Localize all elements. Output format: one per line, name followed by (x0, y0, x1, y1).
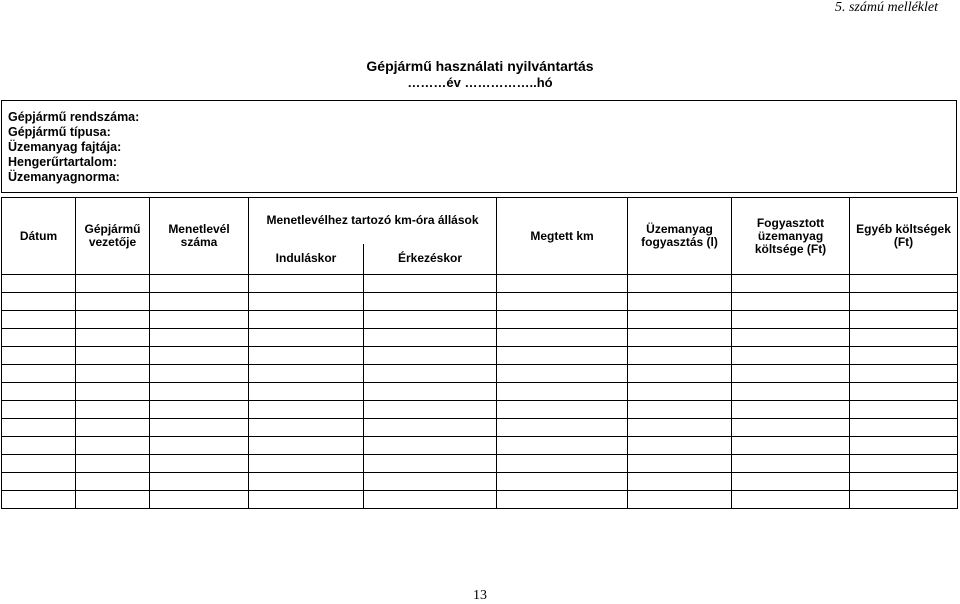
table-cell[interactable] (249, 329, 364, 347)
table-cell[interactable] (628, 437, 732, 455)
table-cell[interactable] (628, 401, 732, 419)
header-fuel-cost: Fogyasztott üzemanyag költsége (Ft) (732, 198, 850, 275)
table-cell[interactable] (850, 419, 958, 437)
table-row (2, 419, 958, 437)
header-fuel-consumption: Üzemanyag fogyasztás (l) (628, 198, 732, 275)
fuel-norm-label: Üzemanyagnorma: (8, 170, 120, 184)
table-cell[interactable] (628, 293, 732, 311)
table-cell[interactable] (732, 491, 850, 509)
table-cell[interactable] (732, 419, 850, 437)
table-cell[interactable] (732, 275, 850, 293)
table-cell[interactable] (76, 293, 150, 311)
table-cell[interactable] (850, 473, 958, 491)
table-cell[interactable] (150, 491, 249, 509)
table-cell[interactable] (76, 329, 150, 347)
table-cell[interactable] (364, 455, 497, 473)
table-cell[interactable] (76, 365, 150, 383)
table-cell[interactable] (628, 419, 732, 437)
table-cell[interactable] (628, 311, 732, 329)
table-cell[interactable] (850, 311, 958, 329)
header-km: Megtett km (497, 198, 628, 275)
table-cell[interactable] (76, 437, 150, 455)
table-cell[interactable] (2, 383, 76, 401)
table-cell[interactable] (364, 383, 497, 401)
table-cell[interactable] (76, 473, 150, 491)
table-cell[interactable] (850, 275, 958, 293)
table-cell[interactable] (497, 347, 628, 365)
table-cell[interactable] (628, 275, 732, 293)
table-cell[interactable] (249, 491, 364, 509)
header-driver: Gépjármű vezetője (76, 198, 150, 275)
table-cell[interactable] (150, 365, 249, 383)
table-cell[interactable] (364, 347, 497, 365)
table-cell[interactable] (732, 365, 850, 383)
table-row (2, 473, 958, 491)
period-line: ………év ……………..hó (407, 75, 553, 90)
usage-log-table (1, 197, 958, 509)
table-cell[interactable] (2, 311, 76, 329)
table-cell[interactable] (249, 437, 364, 455)
table-cell[interactable] (497, 473, 628, 491)
table-cell[interactable] (850, 347, 958, 365)
table-cell[interactable] (2, 365, 76, 383)
table-cell[interactable] (150, 383, 249, 401)
table-cell[interactable] (2, 293, 76, 311)
table-cell[interactable] (732, 383, 850, 401)
table-cell[interactable] (150, 347, 249, 365)
table-cell[interactable] (2, 347, 76, 365)
table-cell[interactable] (150, 473, 249, 491)
header-departure: Induláskor (249, 244, 364, 275)
table-cell[interactable] (364, 311, 497, 329)
header-waybill: Menetlevél száma (150, 198, 249, 275)
table-row (2, 437, 958, 455)
table-cell[interactable] (850, 401, 958, 419)
table-cell[interactable] (628, 347, 732, 365)
table-cell[interactable] (497, 383, 628, 401)
table-cell[interactable] (850, 455, 958, 473)
table-cell[interactable] (628, 455, 732, 473)
table-cell[interactable] (364, 275, 497, 293)
table-row (2, 293, 958, 311)
header-odometer-group: Menetlevélhez tartozó km-óra állások (249, 198, 497, 244)
table-cell[interactable] (2, 455, 76, 473)
table-cell[interactable] (2, 491, 76, 509)
table-cell[interactable] (150, 329, 249, 347)
table-cell[interactable] (364, 473, 497, 491)
table-cell[interactable] (76, 275, 150, 293)
table-cell[interactable] (249, 275, 364, 293)
table-cell[interactable] (850, 383, 958, 401)
table-row (2, 347, 958, 365)
table-cell[interactable] (2, 473, 76, 491)
table-cell[interactable] (76, 419, 150, 437)
table-cell[interactable] (497, 365, 628, 383)
table-cell[interactable] (2, 275, 76, 293)
table-cell[interactable] (850, 329, 958, 347)
table-cell[interactable] (364, 491, 497, 509)
header-date: Dátum (2, 198, 76, 275)
table-cell[interactable] (732, 347, 850, 365)
table-cell[interactable] (249, 347, 364, 365)
table-cell[interactable] (497, 329, 628, 347)
annex-label: 5. számú melléklet (834, 0, 938, 15)
table-cell[interactable] (150, 401, 249, 419)
table-cell[interactable] (497, 419, 628, 437)
table-cell[interactable] (249, 419, 364, 437)
table-cell[interactable] (497, 437, 628, 455)
vehicle-type-label: Gépjármű típusa: (8, 125, 111, 139)
table-cell[interactable] (628, 383, 732, 401)
table-row (2, 365, 958, 383)
table-cell[interactable] (497, 275, 628, 293)
table-cell[interactable] (150, 419, 249, 437)
table-cell[interactable] (497, 401, 628, 419)
table-cell[interactable] (76, 347, 150, 365)
table-cell[interactable] (249, 455, 364, 473)
table-cell[interactable] (364, 365, 497, 383)
table-cell[interactable] (850, 293, 958, 311)
table-cell[interactable] (628, 491, 732, 509)
table-row (2, 383, 958, 401)
table-cell[interactable] (850, 437, 958, 455)
header-other-cost: Egyéb költségek (Ft) (850, 198, 958, 275)
table-cell[interactable] (850, 491, 958, 509)
table-cell[interactable] (364, 419, 497, 437)
displacement-label: Hengerűrtartalom: (8, 155, 118, 169)
table-cell[interactable] (628, 365, 732, 383)
table-cell[interactable] (150, 437, 249, 455)
table-row (2, 455, 958, 473)
table-cell[interactable] (249, 365, 364, 383)
plate-label: Gépjármű rendszáma: (8, 110, 140, 124)
table-cell[interactable] (364, 329, 497, 347)
vehicle-info-box (1, 100, 957, 193)
table-row (2, 311, 958, 329)
table-cell[interactable] (364, 437, 497, 455)
table-cell[interactable] (76, 401, 150, 419)
table-cell[interactable] (732, 401, 850, 419)
table-cell[interactable] (850, 365, 958, 383)
table-cell[interactable] (497, 311, 628, 329)
table-cell[interactable] (2, 437, 76, 455)
table-cell[interactable] (732, 293, 850, 311)
table-cell[interactable] (249, 383, 364, 401)
table-cell[interactable] (732, 437, 850, 455)
table-cell[interactable] (364, 293, 497, 311)
table-row (2, 491, 958, 509)
table-cell[interactable] (628, 473, 732, 491)
table-row (2, 329, 958, 347)
page-number: 13 (473, 588, 487, 603)
table-cell[interactable] (364, 401, 497, 419)
table-cell[interactable] (76, 311, 150, 329)
table-cell[interactable] (497, 491, 628, 509)
table-cell[interactable] (732, 329, 850, 347)
table-cell[interactable] (249, 473, 364, 491)
table-cell[interactable] (76, 491, 150, 509)
table-cell[interactable] (249, 401, 364, 419)
table-cell[interactable] (76, 455, 150, 473)
table-cell[interactable] (732, 311, 850, 329)
table-cell[interactable] (628, 329, 732, 347)
table-cell[interactable] (732, 473, 850, 491)
table-cell[interactable] (2, 401, 76, 419)
table-cell[interactable] (150, 311, 249, 329)
table-cell[interactable] (497, 455, 628, 473)
table-cell[interactable] (2, 419, 76, 437)
table-cell[interactable] (497, 293, 628, 311)
table-row (2, 275, 958, 293)
table-cell[interactable] (732, 455, 850, 473)
table-cell[interactable] (150, 293, 249, 311)
table-cell[interactable] (249, 311, 364, 329)
fuel-kind-label: Üzemanyag fajtája: (8, 140, 122, 154)
table-row (2, 401, 958, 419)
table-cell[interactable] (150, 275, 249, 293)
page-title: Gépjármű használati nyilvántartás (366, 58, 594, 74)
table-cell[interactable] (2, 329, 76, 347)
table-cell[interactable] (76, 383, 150, 401)
table-cell[interactable] (150, 455, 249, 473)
table-cell[interactable] (249, 293, 364, 311)
header-arrival: Érkezéskor (364, 244, 497, 275)
